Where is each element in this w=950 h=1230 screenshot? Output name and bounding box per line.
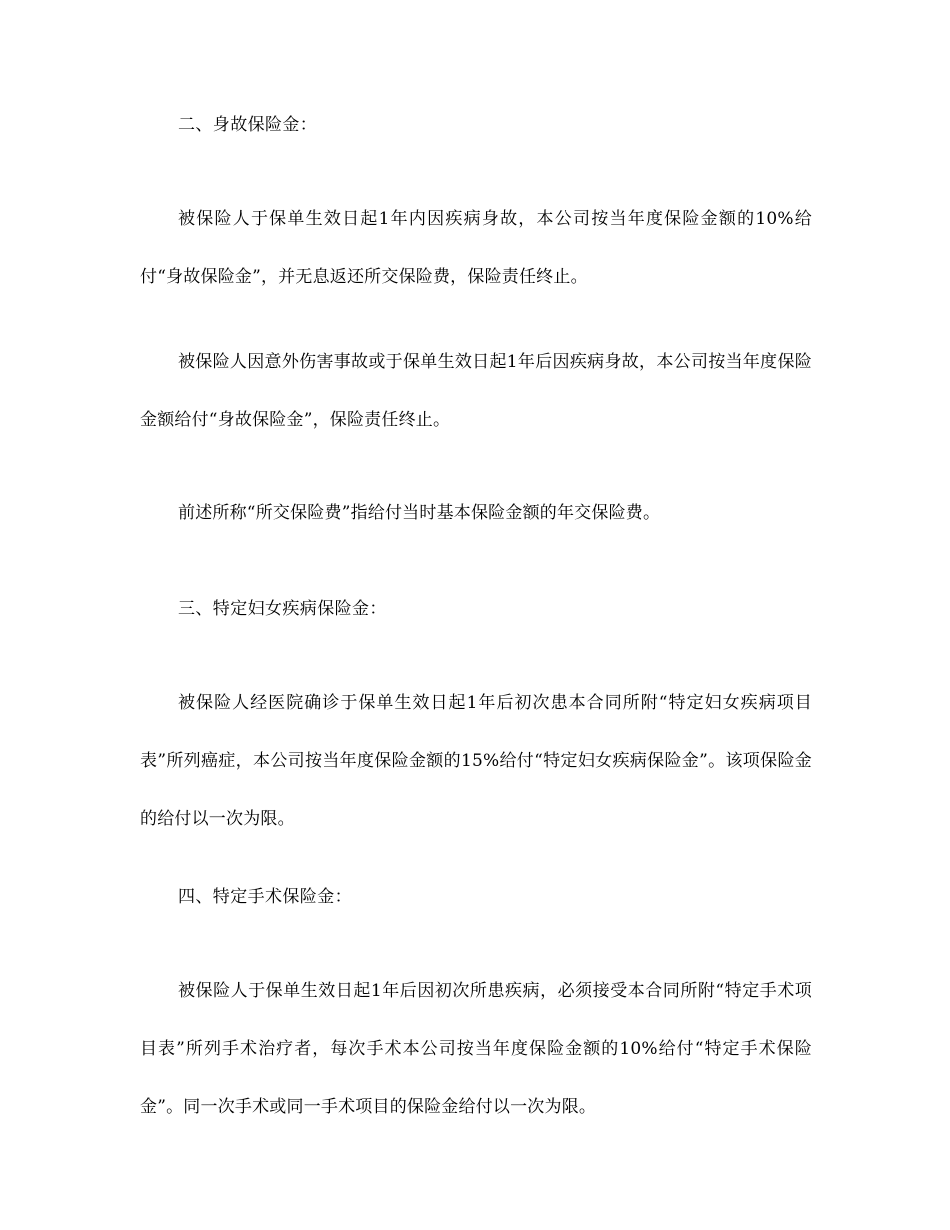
paragraph-female-disease: 被保险人经医院确诊于保单生效日起1年后初次患本合同所附“特定妇女疾病项目表”所列癌症，本公司按当年度保险金额的15%给付“特定妇女疾病保险金”。该项保险金的给付以一次为限。: [140, 693, 812, 829]
paragraph-death-within-one-year: 被保险人于保单生效日起1年内因疾病身故，本公司按当年度保险金额的10%给付“身故保险金”，并无息返还所交保险费，保险责任终止。: [140, 209, 812, 287]
paragraph-premium-definition: 前述所称“所交保险费”指给付当时基本保险金额的年交保险费。: [178, 503, 661, 523]
paragraph-death-after-one-year: 被保险人因意外伤害事故或于保单生效日起1年后因疾病身故，本公司按当年度保险金额给付“身故保险金”，保险责任终止。: [140, 352, 812, 430]
section-heading-female-disease-benefit: 三、特定妇女疾病保险金：: [178, 599, 387, 619]
section-heading-surgery-benefit: 四、特定手术保险金：: [178, 887, 352, 907]
paragraph-surgery: 被保险人于保单生效日起1年后因初次所患疾病，必须接受本合同所附“特定手术项目表”所列手术治疗者，每次手术本公司按当年度保险金额的10%给付“特定手术保险金”。同一次手术或同一手术项目的保险金给付以一次为限。: [140, 981, 812, 1117]
section-heading-death-benefit: 二、身故保险金：: [178, 115, 318, 135]
